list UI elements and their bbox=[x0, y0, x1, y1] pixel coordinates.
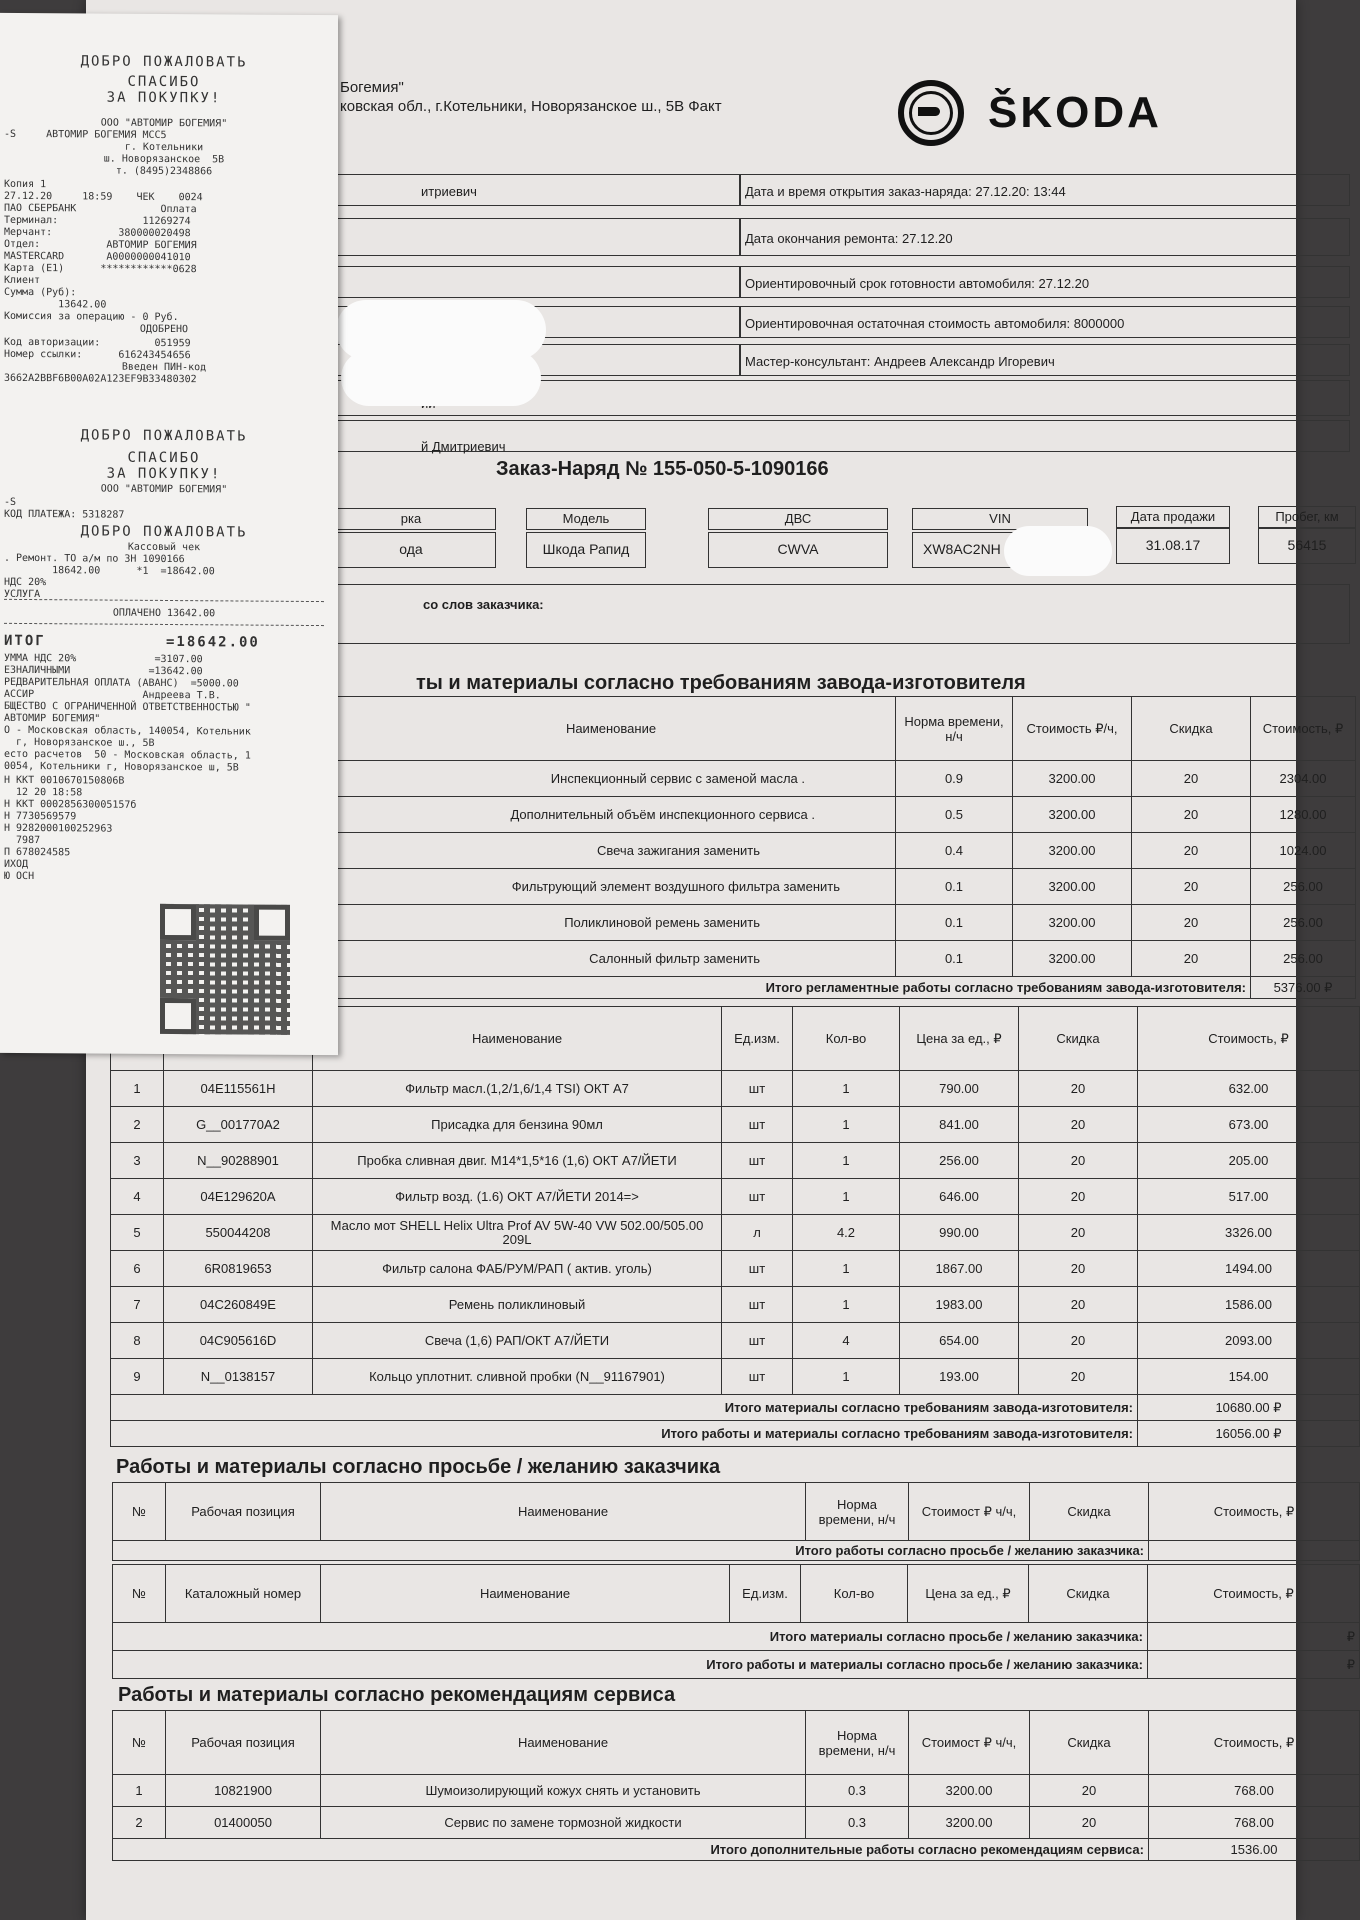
col-name: Наименование bbox=[327, 697, 896, 761]
driver-line-box: й Дмитриевич bbox=[326, 420, 1350, 452]
vin-value: XW8AC2NH bbox=[912, 532, 1088, 568]
redaction-blot bbox=[341, 350, 541, 406]
company-address bbox=[340, 78, 722, 116]
mileage-value: 56415 bbox=[1258, 528, 1356, 564]
company-name: Богемия" bbox=[340, 79, 404, 96]
customer-name-box: итриевич bbox=[326, 174, 740, 206]
section3-title: Работы и материалы согласно рекомендациям сервиса bbox=[118, 1684, 676, 1706]
factory-works-total: Итого регламентные работы согласно требованиям завода-изготовителя: 5376.00 ₽ bbox=[327, 977, 1356, 999]
table-row: 5 550044208 Масло мот SHELL Helix Ultra Prof AV 5W-40 VW 502.00/505.00 209L л 4.2 990.00 20 3326.00 bbox=[111, 1215, 1360, 1251]
engine-label: ДВС bbox=[708, 508, 888, 530]
table-row: 1 10821900 Шумоизолирующий кожух снять и установить 0.3 3200.00 20 768.00 bbox=[113, 1775, 1360, 1807]
qr-code-icon bbox=[160, 904, 290, 1035]
section2-title: Работы и материалы согласно просьбе / желанию заказчика bbox=[116, 1456, 721, 1478]
recommended-works-total: Итого дополнительные работы согласно рекомендациям сервиса: 1536.00 bbox=[113, 1839, 1360, 1861]
factory-materials-table: Наименование Ед.изм. Кол-во Цена за ед., ₽ Скидка Стоимость, ₽ 1 04E115561H Фильтр масл.(1,2/1,6/1,4 TSI) ОКТ А7 шт 1 790.00 20 632.00 2 G__001770A2 Присадка для бензина 90мл шт 1 841.00 20 673.00 3 N__90288901 Пробка сливная двиг. М14*1,5*16 (1,6) ОКТ А7/ЙЕТИ шт 1 256.00 20 205.00 4 04E129620A Фильтр возд. (1.6) ОКТ А7/ЙЕТИ 2014=> шт 1 646.00 20 517.00 5 550044208 Масло мот SHELL Helix Ultra Prof AV 5W-40 VW 502.00/505.00 209L л 4.2 990.00 20 3326.00 6 6R0819653 Фильтр салона ФАБ/РУМ/РАП ( актив. уголь) шт 1 1867.00 20 1494.00 7 04C260849E Ремень поликлиновый шт 1 1983.00 20 1586.00 8 04C905616D Свеча (1,6) РАП/ОКТ А7/ЙЕТИ шт 4 654.00 20 2093.00 9 N__0138157 Кольцо уплотнит. сливной пробки (N__91167901) шт 1 193.00 20 154.00 Итого материалы согласно требованиям завода-изготовителя: 10680.00 ₽ Итого работы и материалы согласно требованиям завода-изготовителя: 16056.00 ₽ bbox=[110, 1006, 1360, 1447]
skoda-emblem-icon bbox=[898, 80, 964, 146]
skoda-logo bbox=[898, 80, 1162, 146]
factory-works-table bbox=[326, 696, 1356, 999]
engine-value: CWVA bbox=[708, 532, 888, 568]
end-date-box: Дата окончания ремонта: 27.12.20 bbox=[740, 218, 1350, 256]
table-row: 1 04E115561H Фильтр масл.(1,2/1,6/1,4 TSI) ОКТ А7 шт 1 790.00 20 632.00 bbox=[111, 1071, 1360, 1107]
customer-materials-total: Итого материалы согласно просьбе / желанию заказчика: ₽ bbox=[113, 1623, 1360, 1651]
table-row: Салонный фильтр заменить 0.1 3200.00 20 256.00 bbox=[327, 941, 1356, 977]
customer-works-table: № Рабочая позиция Наименование Норма времени, н/ч Стоимост ₽ ч/ч, Скидка Стоимость, ₽ Итого работы согласно просьбе / желанию заказчика: bbox=[112, 1482, 1360, 1561]
col-discount: Скидка bbox=[1132, 697, 1251, 761]
sale-date-label: Дата продажи bbox=[1116, 506, 1230, 528]
table-row: 9 N__0138157 Кольцо уплотнит. сливной пробки (N__91167901) шт 1 193.00 20 154.00 bbox=[111, 1359, 1360, 1395]
car-brand-label: рка bbox=[326, 508, 496, 530]
redaction-blot bbox=[1004, 526, 1112, 576]
table-row: 8 04C905616D Свеча (1,6) РАП/ОКТ А7/ЙЕТИ шт 4 654.00 20 2093.00 bbox=[111, 1323, 1360, 1359]
table-row: Свеча зажигания заменить 0.4 3200.00 20 1024.00 bbox=[327, 833, 1356, 869]
open-date-box: Дата и время открытия заказ-наряда: 27.12.20: 13:44 bbox=[740, 174, 1350, 206]
ready-date-box: Ориентировочный срок готовности автомобиля: 27.12.20 bbox=[740, 266, 1350, 298]
left-box-2 bbox=[326, 218, 740, 256]
car-brand-value: ода bbox=[326, 532, 496, 568]
customer-words-box: со слов заказчика: bbox=[326, 584, 1350, 644]
vin-label: VIN bbox=[912, 508, 1088, 530]
table-row: 7 04C260849E Ремень поликлиновый шт 1 1983.00 20 1586.00 bbox=[111, 1287, 1360, 1323]
table-row: Фильтрующий элемент воздушного фильтра заменить 0.1 3200.00 20 256.00 bbox=[327, 869, 1356, 905]
customer-grand-total: Итого работы и материалы согласно просьбе / желанию заказчика: ₽ bbox=[113, 1651, 1360, 1679]
receipt-divider bbox=[4, 623, 324, 626]
table-row: 2 G__001770A2 Присадка для бензина 90мл шт 1 841.00 20 673.00 bbox=[111, 1107, 1360, 1143]
table-row: Дополнительный объём инспекционного сервиса . 0.5 3200.00 20 1280.00 bbox=[327, 797, 1356, 833]
table-row: 2 01400050 Сервис по замене тормозной жидкости 0.3 3200.00 20 768.00 bbox=[113, 1807, 1360, 1839]
car-model-value: Шкода Рапид bbox=[526, 532, 646, 568]
factory-grand-total: Итого работы и материалы согласно требованиям завода-изготовителя: 16056.00 ₽ bbox=[111, 1421, 1360, 1447]
left-box-3 bbox=[326, 266, 740, 298]
customer-works-total: Итого работы согласно просьбе / желанию заказчика: bbox=[113, 1541, 1360, 1561]
car-model-label: Модель bbox=[526, 508, 646, 530]
factory-materials-total: Итого материалы согласно требованиям завода-изготовителя: 10680.00 ₽ bbox=[111, 1395, 1360, 1421]
sale-date-value: 31.08.17 bbox=[1116, 528, 1230, 564]
mileage-label: Пробег, км bbox=[1258, 506, 1356, 528]
receipt-divider bbox=[4, 599, 324, 602]
col-norm: Норма времени, н/ч bbox=[896, 697, 1013, 761]
brand-name: ŠKODA bbox=[988, 88, 1162, 137]
table-row: 3 N__90288901 Пробка сливная двиг. М14*1,5*16 (1,6) ОКТ А7/ЙЕТИ шт 1 256.00 20 205.00 bbox=[111, 1143, 1360, 1179]
residual-cost-box: Ориентировочная остаточная стоимость автомобиля: 8000000 bbox=[740, 306, 1350, 338]
col-cost: Стоимость, ₽ bbox=[1251, 697, 1356, 761]
cash-receipt: ДОБРО ПОЖАЛОВАТЬ СПАСИБО ЗА ПОКУПКУ! ООО "АВТОМИР БОГЕМИЯ" -S АВТОМИР БОГЕМИЯ МСС5 г. Котельники ш. Новорязанское 5В т. (8495)2348866 Копия 1 27.12.20 18:59 ЧЕК 0024 ПАО СБЕРБАНК Оплата Терминал: 11269274 Мерчант: 380000020498 Отдел: АВТОМИР БОГЕМИЯ MASTERCARD A0000000041010 Карта (E1) ************0628 Клиент Сумма (Руб): 13642.00 Комиссия за операцию - 0 Руб. ОДОБРЕНО Код авторизации: 051959 Номер ссылки: 616243454656 Введен ПИН-код 3662A2BBF6B00A02A123EF9B33480302 ДОБРО ПОЖАЛОВАТЬ СПАСИБО ЗА ПОКУПКУ! ООО "АВТОМИР БОГЕМИЯ" -S КОД ПЛАТЕЖА: 5318287 ДОБРО ПОЖАЛОВАТЬ Кассовый чек . Ремонт. ТО а/м по ЗН 1090166 18642.00 *1 =18642.00 НДС 20% УСЛУГА ОПЛАЧЕНО 13642.00 ИТОГ =18642.00 УММА НДС 20% =3107.00 ЕЗНАЛИЧНЫМИ =13642.00 РЕДВАРИТЕЛЬНАЯ ОПЛАТА (АВАНС) =5000.00 АССИР Андреева Т.В. БЩЕСТВО С ОГРАНИЧЕННОЙ ОТВЕТСТВЕННОСТЬЮ " АВТОМИР БОГЕМИЯ" О - Московская область, 140054, Котельник г, Новорязанское ш., 5В есто расчетов 50 - Московская область, 1 0054, Котельники г, Новорязанское ш, 5В Н ККТ 0010670150806В 12 20 18:58 Н ККТ 000285630005157б Н 7730569579 Н 9282000100252963 7987 П 678024585 ИХОД Ю ОСН bbox=[0, 13, 338, 1055]
table-row: Инспекционный сервис с заменой масла . 0.9 3200.00 20 2304.00 bbox=[327, 761, 1356, 797]
table-row: 6 6R0819653 Фильтр салона ФАБ/РУМ/РАП ( актив. уголь) шт 1 1867.00 20 1494.00 bbox=[111, 1251, 1360, 1287]
table-row: 4 04E129620A Фильтр возд. (1.6) ОКТ А7/ЙЕТИ 2014=> шт 1 646.00 20 517.00 bbox=[111, 1179, 1360, 1215]
section1-title: ты и материалы согласно требованиям завода-изготовителя bbox=[416, 672, 1026, 694]
customer-materials-table: № Каталожный номер Наименование Ед.изм. Кол-во Цена за ед., ₽ Скидка Стоимость, ₽ Итого материалы согласно просьбе / желанию заказчика: ₽ Итого работы и материалы согласно просьбе / желанию заказчика: ₽ bbox=[112, 1564, 1360, 1679]
table-row: Поликлиновой ремень заменить 0.1 3200.00 20 256.00 bbox=[327, 905, 1356, 941]
order-title: Заказ-Наряд № 155-050-5-1090166 bbox=[496, 458, 829, 480]
company-address-line: ковская обл., г.Котельники, Новорязанское ш., 5В Факт bbox=[340, 98, 722, 115]
recommended-works-table: № Рабочая позиция Наименование Норма времени, н/ч Стоимост ₽ ч/ч, Скидка Стоимость, ₽ 1 10821900 Шумоизолирующий кожух снять и установить 0.3 3200.00 20 768.00 2 01400050 Сервис по замене тормозной жидкости 0.3 3200.00 20 768.00 Итого дополнительные работы согласно рекомендациям сервиса: 1536.00 bbox=[112, 1710, 1360, 1861]
col-rate: Стоимость ₽/ч, bbox=[1013, 697, 1132, 761]
master-box: Мастер-консультант: Андреев Александр Игоревич bbox=[740, 344, 1350, 376]
